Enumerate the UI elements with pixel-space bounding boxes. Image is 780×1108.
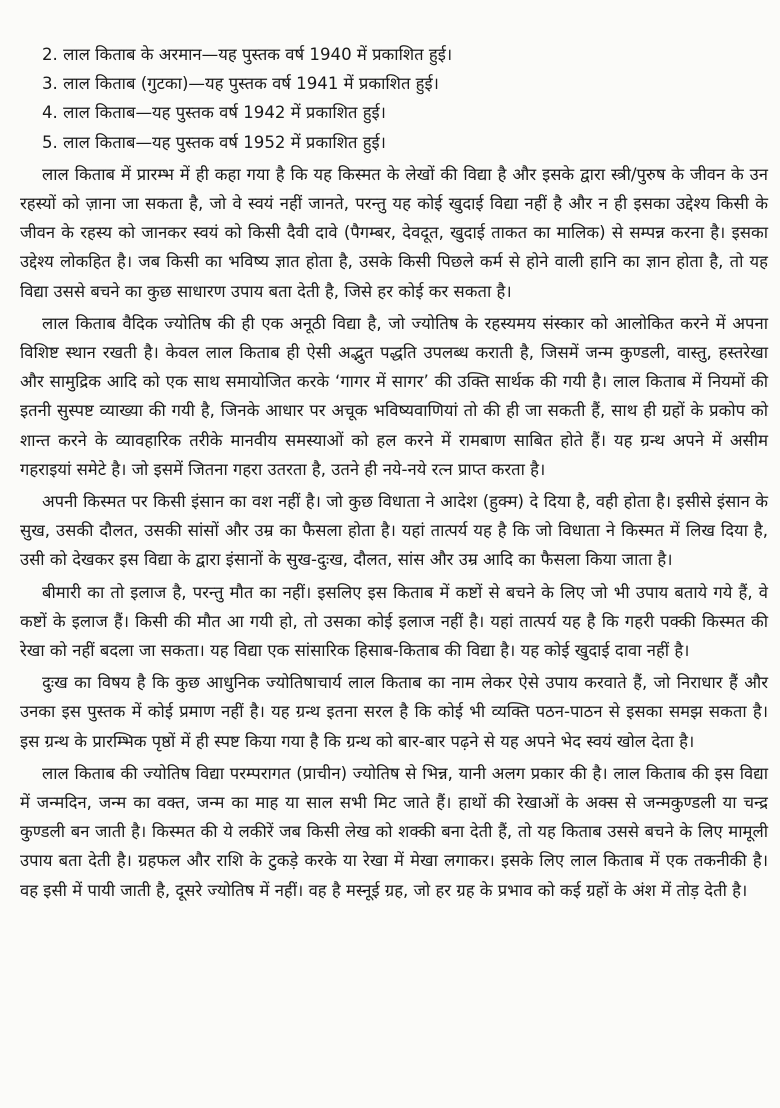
- paragraph: लाल किताब वैदिक ज्योतिष की ही एक अनूठी विद्या है, जो ज्योतिष के रहस्यमय संस्कार को आलोकित करने में अपना विशिष्ट स्थान रखती है। केवल लाल किताब ही ऐसी अद्भुत पद्धति उपलब्ध कराती है, जिसमें जन्म कुण्डली, वास्तु, हस्तरेखा और सामुद्रिक आदि को एक साथ समायोजित करके ‘गागर में सागर’ की उक्ति सार्थक की गयी है। लाल किताब में नियमों की इतनी सुस्पष्ट व्याख्या की गयी है, जिनके आधार पर अचूक भविष्यवाणियां तो की ही जा सकती हैं, साथ ही ग्रहों के प्रकोप को शान्त करने के व्यावहारिक तरीके मानवीय समस्याओं को हल करने में रामबाण साबित होते हैं। यह ग्रन्थ अपने में असीम गहराइयां समेटे है। जो इसमें जितना गहरा उतरता है, उतने ही नये-नये रत्न प्राप्त करता है।: [20, 313, 768, 479]
- publication-list: [20, 40, 768, 157]
- paragraph: दुःख का विषय है कि कुछ आधुनिक ज्योतिषाचार्य लाल किताब का नाम लेकर ऐसे उपाय करवाते हैं, जो निराधार हैं और उनका इस पुस्तक में कोई प्रमाण नहीं है। यह ग्रन्थ इतना सरल है कि कोई भी व्यक्ति पठन-पाठन से इसका समझ सकता है। इस ग्रन्थ के प्रारम्भिक पृष्ठों में ही स्पष्ट किया गया है कि ग्रन्थ को बार-बार पढ़ने से यह अपने भेद स्वयं खोल देता है।: [20, 673, 768, 751]
- list-item: 5. लाल किताब—यह पुस्तक वर्ष 1952 में प्रकाशित हुई।: [42, 132, 386, 152]
- paragraph: लाल किताब में प्रारम्भ में ही कहा गया है कि यह किस्मत के लेखों की विद्या है और इसके द्वारा स्त्री/पुरुष के जीवन के उन रहस्यों को ज़ाना जा सकता है, जो वे स्वयं नहीं जानते, परन्तु यह कोई खुदाई विद्या नहीं है और न ही इसका उद्देश्य किसी के जीवन के रहस्य को जानकर स्वयं को किसी दैवी दावे (पैगम्बर, देवदूत, खुदाई ताकत का मालिक) से सम्पन्न करना है। इसका उद्देश्य लोकहित है। जब किसी का भविष्य ज्ञात होता है, उसके किसी पिछले कर्म से होने वाली हानि का ज्ञान होता है, तो यह विद्या उससे बचने का कुछ साधारण उपाय बता देती है, जिसे हर कोई कर सकता है।: [20, 164, 768, 301]
- list-item: 4. लाल किताब—यह पुस्तक वर्ष 1942 में प्रकाशित हुई।: [42, 103, 386, 123]
- list-item: 2. लाल किताब के अरमान—यह पुस्तक वर्ष 1940 में प्रकाशित हुई।: [42, 45, 453, 64]
- paragraph: अपनी किस्मत पर किसी इंसान का वश नहीं है। जो कुछ विधाता ने आदेश (हुक्म) दे दिया है, वही होता है। इसीसे इंसान के सुख, उसकी दौलत, उसकी सांसों और उम्र का फैसला होता है। यहां तात्पर्य यह है कि जो विधाता ने किस्मत में लिख दिया है, उसी को देखकर इस विद्या के द्वारा इंसानों के सुख-दुःख, दौलत, सांस और उम्र आदि का फैसला किया जाता है।: [20, 492, 768, 570]
- paragraph: लाल किताब की ज्योतिष विद्या परम्परागत (प्राचीन) ज्योतिष से भिन्न, यानी अलग प्रकार की है। लाल किताब की इस विद्या में जन्मदिन, जन्म का वक्त, जन्म का माह या साल सभी मिट जाते हैं। हाथों की रेखाओं के अक्स से जन्मकुण्डली या चन्द्र कुण्डली बन जाती है। किस्मत की ये लकीरें जब किसी लेख को शक्की बना देती हैं, तो यह किताब उससे बचने के लिए मामूली उपाय बता देती है। ग्रहफल और राशि के टुकड़े करके या रेखा में मेखा लगाकर। इसके लिए लाल किताब में एक तकनीकी है। वह इसी में पायी जाती है, दूसरे ज्योतिष में नहीं। वह है मस्नूई ग्रह, जो हर ग्रह के प्रभाव को कई ग्रहों के अंश में तोड़ देती है।: [20, 763, 768, 900]
- paragraph: बीमारी का तो इलाज है, परन्तु मौत का नहीं। इसलिए इस किताब में कष्टों से बचने के लिए जो भी उपाय बताये गये हैं, वे कष्टों के इलाज हैं। किसी की मौत आ गयी हो, तो उसका कोई इलाज नहीं है। यहां तात्पर्य यह है कि गहरी पक्की किस्मत की रेखा को नहीं बदला जा सकता। यह विद्या एक सांसारिक हिसाब-किताब की विद्या है। यह कोई खुदाई दावा नहीं है।: [20, 582, 768, 661]
- list-item: 3. लाल किताब (गुटका)—यह पुस्तक वर्ष 1941 में प्रकाशित हुई।: [42, 74, 439, 94]
